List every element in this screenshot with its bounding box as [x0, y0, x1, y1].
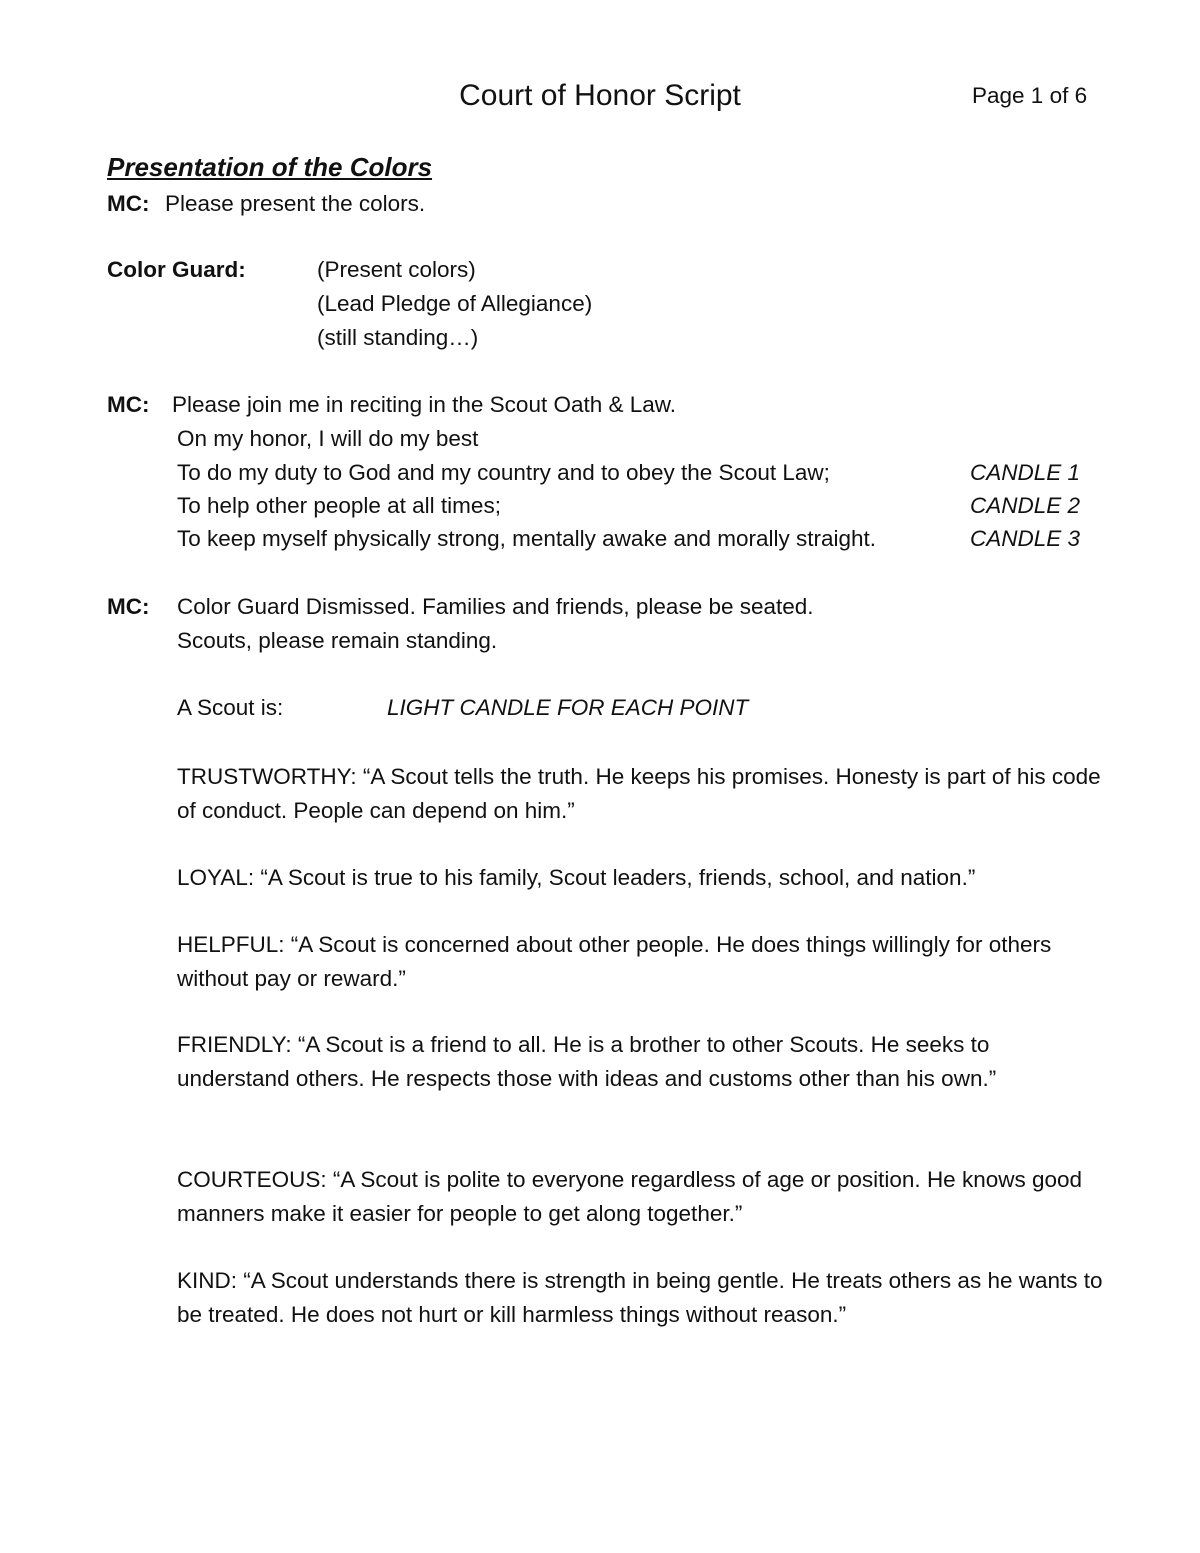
speaker-label: MC:	[107, 594, 150, 619]
oath-line: To do my duty to God and my country and to obey the Scout Law;	[177, 460, 830, 485]
speaker-label: MC:	[107, 392, 150, 417]
law-point-helpful: HELPFUL: “A Scout is concerned about other people. He does things willingly for others without pay or reward.”	[177, 932, 1052, 991]
stage-direction: (Present colors)	[317, 257, 476, 282]
mc-line: Please present the colors.	[165, 191, 426, 216]
speaker-label: Color Guard:	[107, 257, 246, 282]
law-point-kind: KIND: “A Scout understands there is strength in being gentle. He treats others as he wants to be treated. He does not hurt or kill harmless things without reason.”	[177, 1268, 1103, 1327]
mc-line: Scouts, please remain standing.	[177, 628, 498, 653]
stage-direction: (Lead Pledge of Allegiance)	[317, 291, 593, 316]
oath-line: On my honor, I will do my best	[177, 426, 479, 451]
law-point-trustworthy: TRUSTWORTHY: “A Scout tells the truth. He keeps his promises. Honesty is part of his code of conduct. People can depend on him.”	[177, 764, 1101, 823]
candle-cue: CANDLE 2	[970, 493, 1081, 518]
oath-line: To help other people at all times;	[177, 493, 501, 518]
law-point-friendly: FRIENDLY: “A Scout is a friend to all. He is a brother to other Scouts. He seeks to understand others. He respects those with ideas and customs other than his own.”	[177, 1032, 997, 1091]
mc-line: Please join me in reciting in the Scout Oath & Law.	[172, 392, 677, 417]
scout-is-label: A Scout is:	[177, 695, 284, 720]
mc-line: Color Guard Dismissed. Families and friends, please be seated.	[177, 594, 814, 619]
candle-cue: CANDLE 1	[970, 460, 1081, 485]
oath-line: To keep myself physically strong, mentally awake and morally straight.	[177, 526, 877, 551]
candle-instruction: LIGHT CANDLE FOR EACH POINT	[387, 695, 749, 720]
stage-direction: (still standing…)	[317, 325, 479, 350]
document-title: Court of Honor Script	[459, 79, 741, 112]
law-point-courteous: COURTEOUS: “A Scout is polite to everyone regardless of age or position. He knows good manners make it easier for people to get along together.”	[177, 1167, 1083, 1226]
speaker-label: MC:	[107, 191, 150, 216]
section-heading: Presentation of the Colors	[107, 152, 433, 182]
candle-cue: CANDLE 3	[970, 526, 1081, 551]
page-number: Page 1 of 6	[972, 83, 1088, 108]
law-point-loyal: LOYAL: “A Scout is true to his family, Scout leaders, friends, school, and nation.”	[177, 865, 976, 890]
